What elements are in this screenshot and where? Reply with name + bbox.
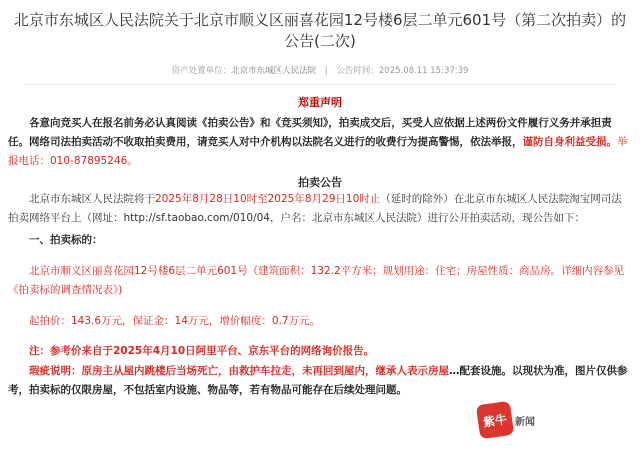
divider [24, 84, 616, 85]
report-hotline: 举报电话：010-87895246。 [8, 136, 628, 167]
defect-text-2: 配套设施。 [459, 365, 512, 377]
publish-date: 2025.08.11 15:37:39 [378, 66, 469, 76]
date-label: 公告时间： [336, 66, 379, 76]
defect-text-1: 原房主从屋内跳楼后当场死亡，由救护车拉走，未再回到屋内，继承人表示房屋 [81, 365, 449, 377]
publisher-label: 资产处置单位： [171, 66, 232, 76]
auction-intro [8, 190, 632, 228]
publish-meta [0, 64, 640, 76]
notice-text: 各意向竞买人在报名前务必认真阅读《拍卖公告》和《竞买须知》，拍卖成交后，买受人应依据上述两份文件履行义务并承担责任。网络司法拍卖活动不收取拍卖费用，请竞买人对中介机构以法院名义进行的收费行为提高警惕，依法举报， [8, 117, 612, 148]
notice-warning: 谨防自身利益受损。 [522, 136, 617, 148]
lot-description: 北京市顺义区丽喜花园12号楼6层二单元601号（建筑面积：132.2平方米；规划用途：住宅；房屋性质：商品房。详细内容参见《拍卖标的调查情况表》) [8, 265, 625, 296]
auction-dates: 2025年8月28日10时至2025年8月29日10时止 [155, 193, 381, 205]
watermark-badge: 紫牛 [476, 401, 514, 439]
intro-text-1: 北京市东城区人民法院将于 [29, 193, 155, 205]
watermark-text: 新闻 [515, 413, 535, 428]
reference-note: 注：参考价来自于2025年4月10日阿里平台、京东平台的网络询价报告。 [29, 345, 375, 357]
watermark-logo [478, 403, 535, 437]
notice-heading: 郑重声明 [298, 96, 342, 109]
auction-heading: 拍卖公告 [298, 176, 342, 189]
defect-text-3: 以现状为准，图片仅供参考，拍卖标的仅限房屋，不包括室内设施、物品等，若有物品可能存在后续处理问题。 [8, 365, 628, 396]
intro-text-2: （延时的除外）在北京市东城区人民法院淘宝网司法拍卖网络平台上（网址：http://sf.taobao.com/010/04，户名：北京市东城区人民法院）进行公开拍卖活动，现公告如下： [8, 193, 622, 224]
defect-label: 瑕疵说明： [29, 365, 82, 377]
page-title: 北京市东城区人民法院关于北京市顺义区丽喜花园12号楼6层二单元601号（第二次拍卖）的公告(二次) [13, 11, 627, 50]
section-title-lot: 一、拍卖标的： [29, 234, 103, 246]
defect-notice [8, 362, 632, 400]
notice-body [8, 114, 632, 171]
defect-hidden: … [449, 365, 460, 377]
price-info: 起拍价：143.6万元，保证金：14万元，增价幅度：0.7万元。 [29, 315, 321, 327]
meta-separator: | [324, 66, 328, 76]
publisher-link[interactable]: 北京市东城区人民法院 [231, 66, 317, 76]
